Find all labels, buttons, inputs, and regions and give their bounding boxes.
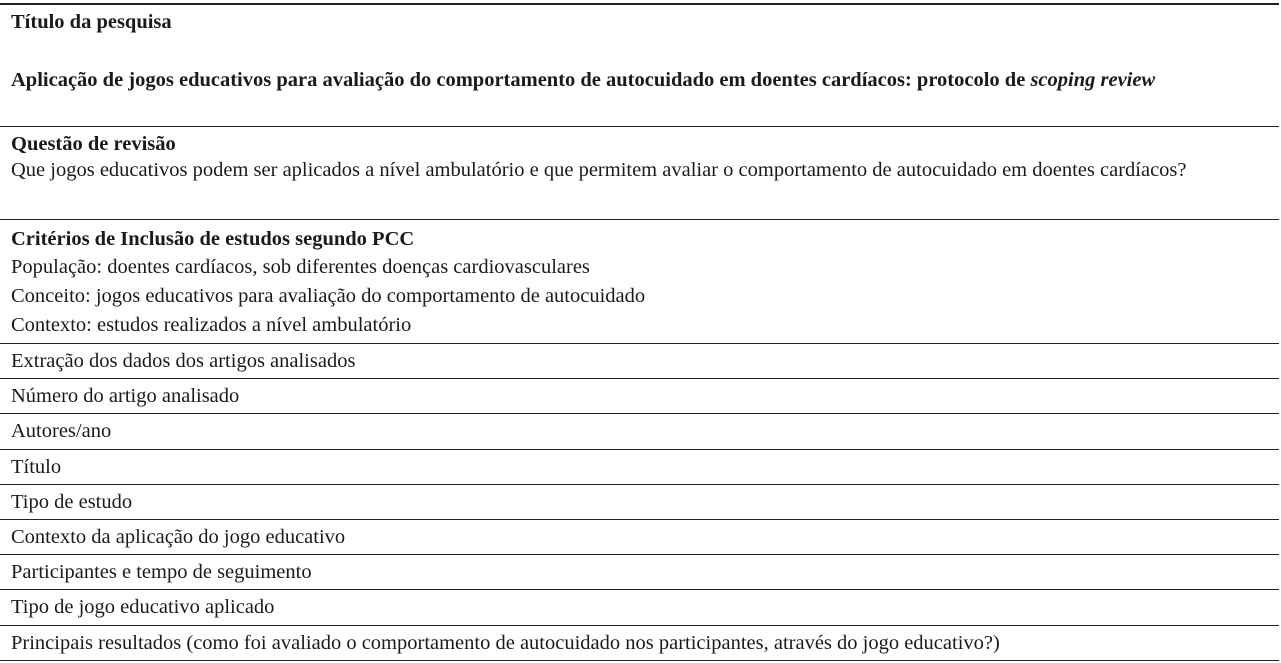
table-row: Tipo de jogo educativo aplicado [0, 590, 1279, 625]
research-title-section [0, 5, 1279, 127]
table-row: Autores/ano [0, 414, 1279, 449]
extraction-protocol-table [0, 3, 1279, 661]
review-question-section [0, 127, 1279, 220]
research-title-label: Título da pesquisa [11, 11, 172, 33]
research-title: Aplicação de jogos educativos para avaliação do comportamento de autocuidado em doentes cardíacos: protocolo de scoping review [11, 69, 1156, 91]
table-row: Participantes e tempo de seguimento [0, 555, 1279, 590]
table-row: Número do artigo analisado [0, 379, 1279, 414]
inclusion-criteria-section [0, 220, 1279, 344]
table-row: Principais resultados (como foi avaliado o comportamento de autocuidado nos participantes, através do jogo educativo?) [0, 626, 1279, 661]
review-question-text: Que jogos educativos podem ser aplicados a nível ambulatório e que permitem avaliar o comportamento de autocuidado em doentes cardíacos? [11, 159, 1187, 181]
review-question-label: Questão de revisão [11, 133, 176, 155]
criteria-context: Contexto: estudos realizados a nível ambulatório [11, 314, 412, 336]
research-title-italic: scoping review [1030, 69, 1156, 91]
table-row: Extração dos dados dos artigos analisados [0, 344, 1279, 379]
table-row: Tipo de estudo [0, 485, 1279, 520]
table-row: Contexto da aplicação do jogo educativo [0, 520, 1279, 555]
criteria-concept: Conceito: jogos educativos para avaliação do comportamento de autocuidado [11, 285, 646, 307]
table-row: Título [0, 450, 1279, 485]
inclusion-criteria-label: Critérios de Inclusão de estudos segundo PCC [11, 228, 415, 250]
criteria-population: População: doentes cardíacos, sob diferentes doenças cardiovasculares [11, 256, 590, 278]
